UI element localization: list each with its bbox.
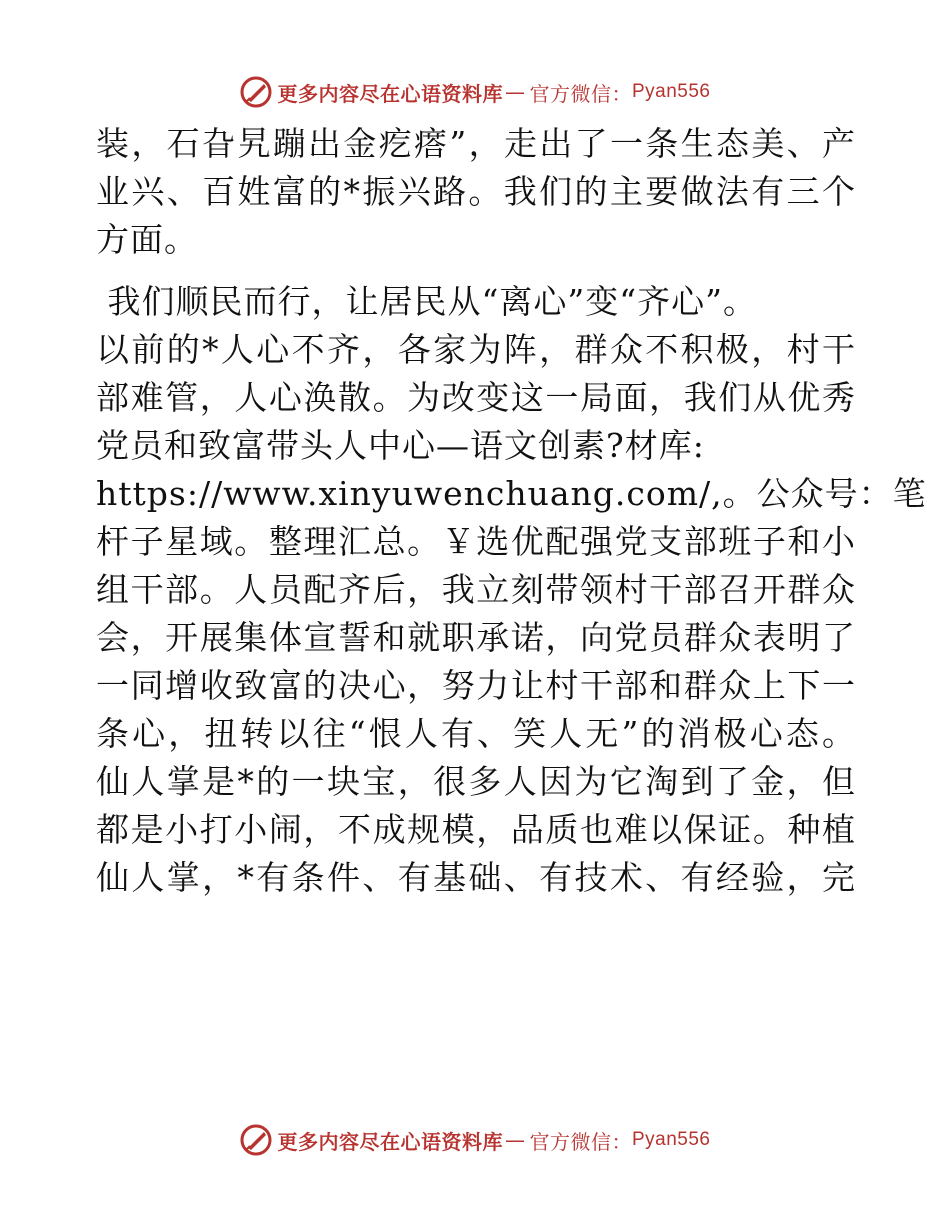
banner-separator: — bbox=[504, 1128, 526, 1152]
text-line: 都是小打小闹，不成规模，品质也难以保证。种植 bbox=[96, 810, 856, 849]
text-line: 我们顺民而行，让居民从“离心”变“齐心”。 bbox=[96, 282, 757, 321]
banner-wechat-id: Pyan556 bbox=[631, 1129, 711, 1150]
text-line: 方面。 bbox=[96, 220, 198, 259]
banner-wechat-id: Pyan556 bbox=[631, 81, 711, 102]
banner-text: 更多内容尽在心语资料库 bbox=[277, 1129, 503, 1154]
text-line: 业兴、百姓富的*振兴路。我们的主要做法有三个 bbox=[96, 172, 856, 211]
document-body bbox=[96, 120, 927, 902]
text-line: 组干部。人员配齐后，我立刻带领村干部召开群众 bbox=[96, 570, 856, 609]
paragraph-1 bbox=[96, 120, 856, 264]
text-line: 仙人掌，*有条件、有基础、有技术、有经验，完 bbox=[96, 858, 856, 897]
text-line: 杆子星域。整理汇总。￥选优配强党支部班子和小 bbox=[96, 522, 856, 561]
banner-separator: — bbox=[504, 80, 526, 104]
text-line: https://www.xinyuwenchuang.com/,。公众号：笔 bbox=[96, 474, 927, 513]
quill-seal-icon bbox=[239, 1123, 273, 1157]
footer-banner bbox=[0, 1120, 950, 1160]
text-line: 以前的*人心不齐，各家为阵，群众不积极，村干 bbox=[96, 330, 856, 369]
text-line: 部难管，人心涣散。为改变这一局面，我们从优秀 bbox=[96, 378, 856, 417]
text-line: 条心，扭转以往“恨人有、笑人无”的消极心态。 bbox=[96, 714, 856, 753]
banner-wechat-label: 官方微信： bbox=[529, 81, 632, 106]
text-line: 仙人掌是*的一块宝，很多人因为它淘到了金，但 bbox=[96, 762, 856, 801]
paragraph-2 bbox=[96, 278, 927, 902]
quill-seal-icon bbox=[239, 75, 273, 109]
text-line: 会，开展集体宣誓和就职承诺，向党员群众表明了 bbox=[96, 618, 856, 657]
banner-text: 更多内容尽在心语资料库 bbox=[277, 81, 503, 106]
text-line: 装，石旮旯蹦出金疙瘩”，走出了一条生态美、产 bbox=[96, 124, 856, 163]
text-line: 一同增收致富的决心，努力让村干部和群众上下一 bbox=[96, 666, 856, 705]
text-line: 党员和致富带头人中心—语文创素?材库: bbox=[96, 426, 705, 465]
banner-wechat-label: 官方微信： bbox=[529, 1129, 632, 1154]
header-banner bbox=[0, 72, 950, 112]
